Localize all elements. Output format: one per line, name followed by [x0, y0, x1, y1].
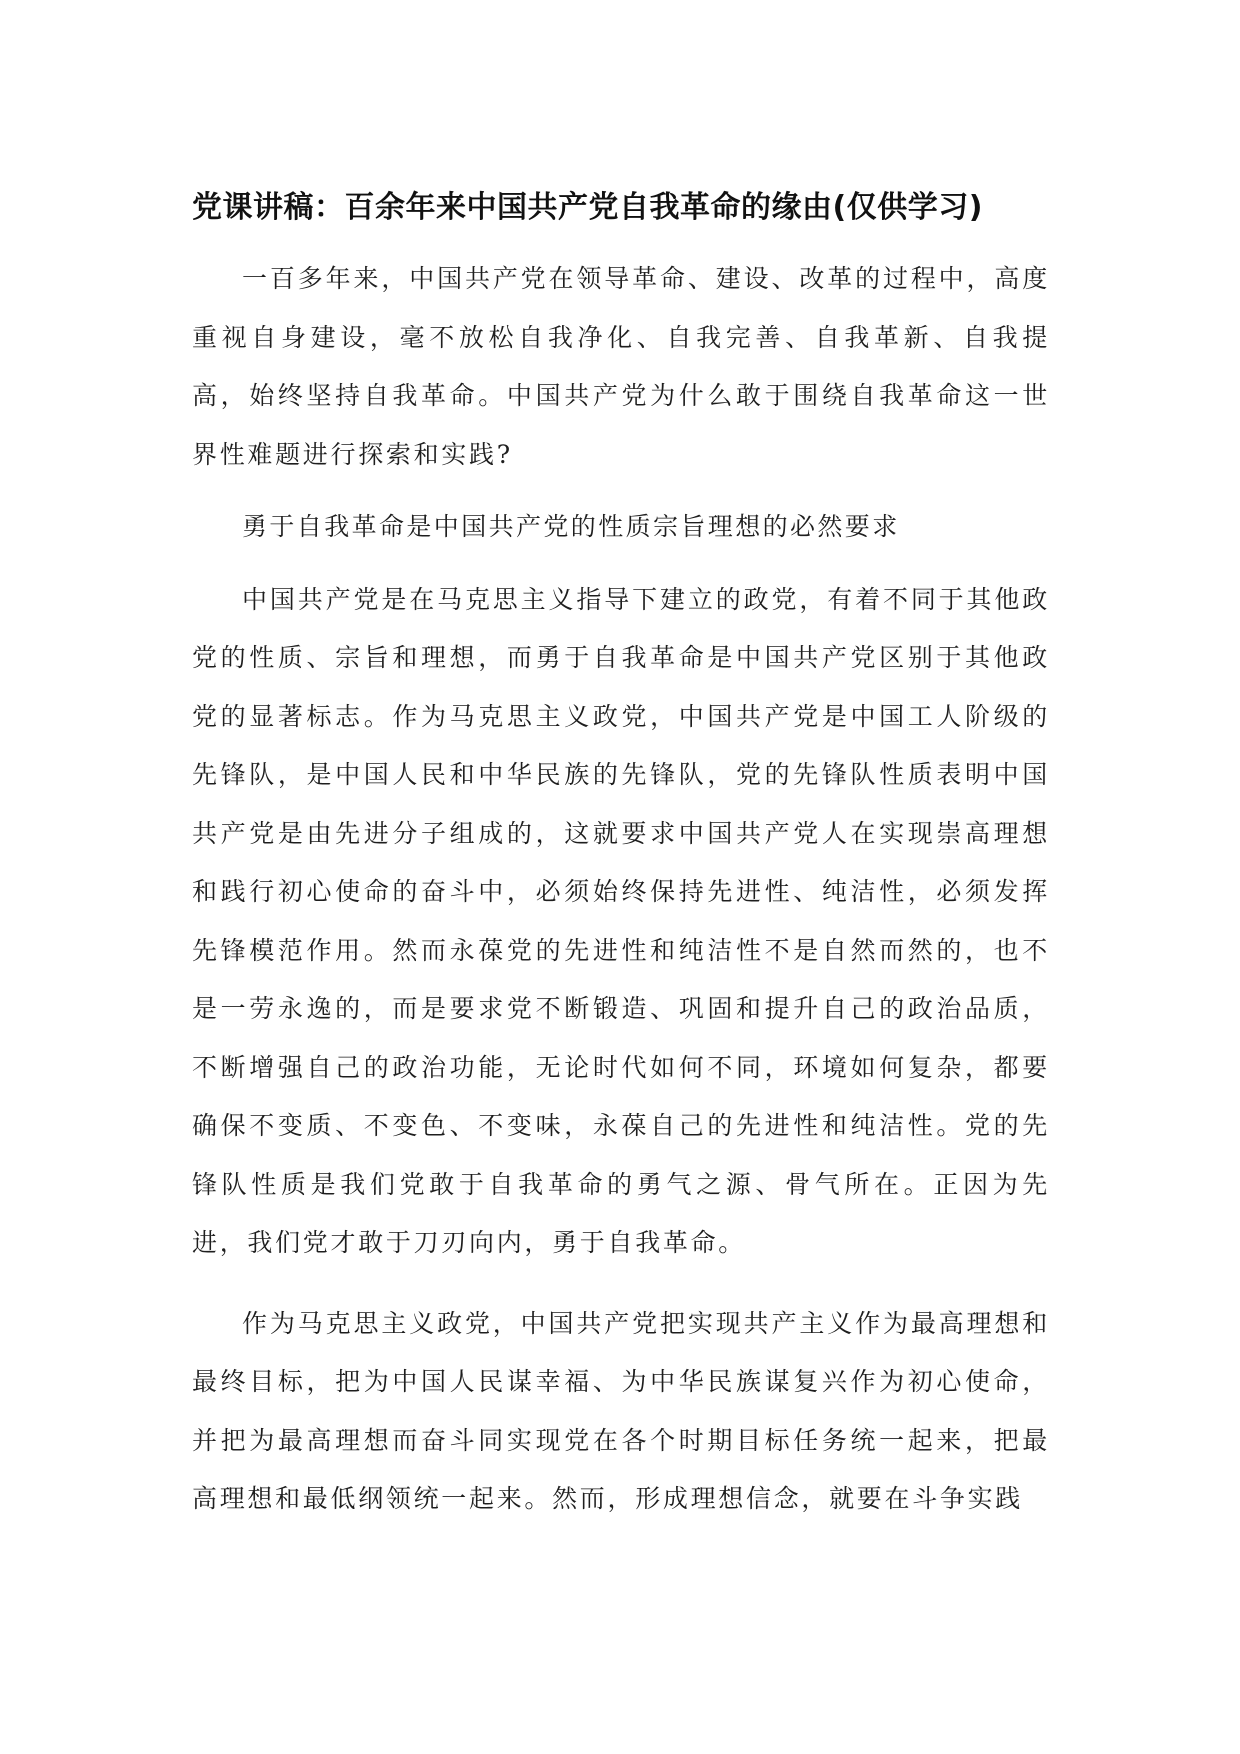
document-title: 党课讲稿：百余年来中国共产党自我革命的缘由(仅供学习): [192, 190, 983, 225]
document-body: [192, 250, 1050, 1529]
paragraph-intro: 一百多年来，中国共产党在领导革命、建设、改革的过程中，高度重视自身建设，毫不放松自我净化、自我完善、自我革新、自我提高，始终坚持自我革命。中国共产党为什么敢于围绕自我革命这一世界性难题进行探索和实践?: [192, 264, 1050, 469]
section-heading: 勇于自我革命是中国共产党的性质宗旨理想的必然要求: [242, 512, 900, 541]
paragraph-party-nature: 中国共产党是在马克思主义指导下建立的政党，有着不同于其他政党的性质、宗旨和理想，而勇于自我革命是中国共产党区别于其他政党的显著标志。作为马克思主义政党，中国共产党是中国工人阶级的先锋队，是中国人民和中华民族的先锋队，党的先锋队性质表明中国共产党是由先进分子组成的，这就要求中国共产党人在实现崇高理想和践行初心使命的奋斗中，必须始终保持先进性、纯洁性，必须发挥先锋模范作用。然而永葆党的先进性和纯洁性不是自然而然的，也不是一劳永逸的，而是要求党不断锻造、巩固和提升自己的政治品质，不断增强自己的政治功能，无论时代如何不同，环境如何复杂，都要确保不变质、不变色、不变味，永葆自己的先进性和纯洁性。党的先锋队性质是我们党敢于自我革命的勇气之源、骨气所在。正因为先进，我们党才敢于刀刃向内，勇于自我革命。: [192, 584, 1050, 1257]
paragraph-party-ideals: 作为马克思主义政党，中国共产党把实现共产主义作为最高理想和最终目标，把为中国人民谋幸福、为中华民族谋复兴作为初心使命，并把为最高理想而奋斗同实现党在各个时期目标任务统一起来，把最高理想和最低纲领统一起来。然而，形成理想信念，就要在斗争实践: [192, 1308, 1050, 1513]
